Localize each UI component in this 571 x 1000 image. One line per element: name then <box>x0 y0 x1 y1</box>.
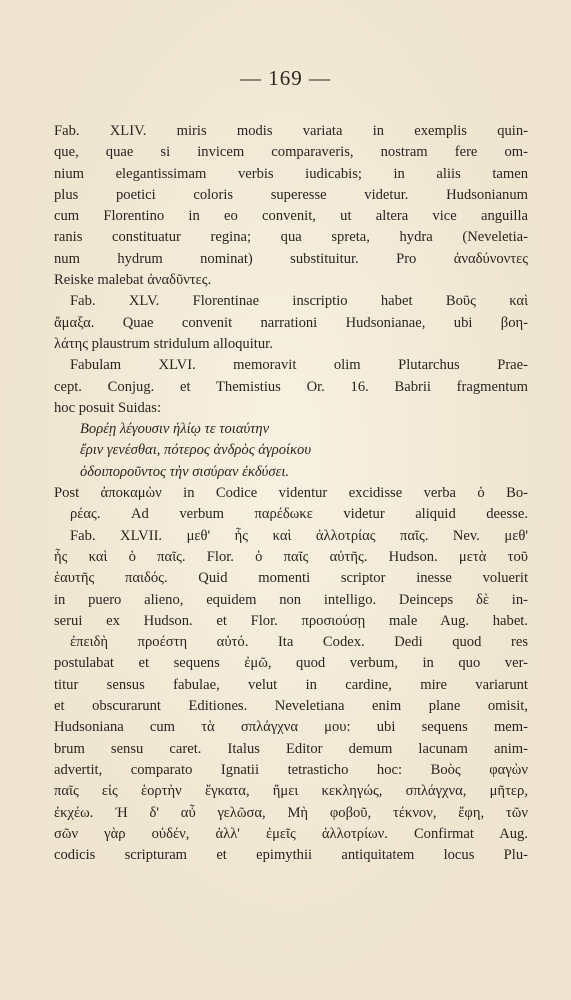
text-line: brum sensu caret. Italus Editor demum lacunam anim- <box>54 740 528 757</box>
text-line: in puero alieno, equidem non intelligo. Deinceps δὲ in- <box>54 591 528 608</box>
text-line: ὁδοιποροῦντος τὴν σισύραν ἐκδύσει. <box>80 463 290 480</box>
text-line: ἔριν γενέσθαι, πότερος ἀνδρὸς ἀγροίκου <box>80 442 312 459</box>
text-line: hoc posuit Suidas: <box>54 399 162 416</box>
text-line: serui ex Hudson. et Flor. προσιούσῃ male Aug. habet. <box>54 612 528 629</box>
text-line: cum Florentino in eo convenit, ut altera vice anguilla <box>54 208 528 225</box>
text-line: nium elegantissimam verbis iudicabis; in aliis tamen <box>54 165 528 182</box>
text-line: Βορέῃ λέγουσιν ἡλίῳ τε τοιαύτην <box>80 421 270 438</box>
text-line: Post ἀποκαμὼν in Codice videntur excidisse verba ὁ Βο- <box>54 485 528 502</box>
text-line: ranis constituatur regina; qua spreta, hydra (Neveletia- <box>54 229 528 246</box>
text-line: Fab. XLVII. μεθ' ἧς καὶ ἀλλοτρίας παῖς. Nev. μεθ' <box>70 527 528 544</box>
text-line: codicis scripturam et epimythii antiquitatem locus Plu- <box>54 847 528 864</box>
text-line: advertit, comparato Ignatii tetrasticho hoc: Βοὸς φαγὼν <box>54 761 528 778</box>
text-line: cept. Conjug. et Themistius Or. 16. Babrii fragmentum <box>54 378 528 395</box>
text-line: Reiske malebat ἀναδῦντες. <box>54 272 212 289</box>
page-number: — 169 — <box>240 66 331 90</box>
text-line: λάτης plaustrum stridulum alloquitur. <box>54 335 273 352</box>
text-line: σῶν γὰρ οὐδέν, ἀλλ' ἐμεῖς ἀλλοτρίων. Confirmat Aug. <box>54 825 528 842</box>
text-line: que, quae si invicem comparaveris, nostram fere om- <box>54 144 528 161</box>
text-line: plus poetici coloris superesse videtur. Hudsonianum <box>54 186 528 203</box>
text-line: Fabulam XLVI. memoravit olim Plutarchus Prae- <box>70 357 528 374</box>
text-line: postulabat et sequens ἐμῶ, quod verbum, in quo ver- <box>54 655 528 672</box>
text-line: Fab. XLV. Florentinae inscriptio habet Βοῦς καὶ <box>70 293 528 310</box>
text-line: ἑαυτῆς παιδός. Quid momenti scriptor inesse voluerit <box>54 570 528 587</box>
body-text <box>54 121 528 866</box>
text-line: παῖς εἰς ἑορτὴν ἔγκατα, ἤμει κεκληγώς, σπλάγχνα, μῆτερ, <box>54 783 528 800</box>
text-line: ἄμαξα. Quae convenit narrationi Hudsonianae, ubi βοη- <box>54 314 528 331</box>
text-line: Fab. XLIV. miris modis variata in exemplis quin- <box>54 123 528 139</box>
text-line: et obscurarunt Editiones. Neveletiana enim plane omisit, <box>54 698 528 715</box>
text-line: ἧς καὶ ὁ παῖς. Flor. ὁ παῖς αὐτῆς. Hudson. μετὰ τοῦ <box>54 548 528 565</box>
text-line: num hydrum nominat) substituitur. Pro ἀναδύνοντες <box>54 250 528 267</box>
text-line: ἐκχέω. Ἡ δ' αὖ γελῶσα, Μὴ φοβοῦ, τέκνον, ἔφη, τῶν <box>54 804 528 821</box>
text-line: ρέας. Ad verbum παρέδωκε videtur aliquid deesse. <box>70 506 528 523</box>
text-line: ἐπειδὴ προέστη αὐτό. Ita Codex. Dedi quod res <box>70 634 528 651</box>
text-line: titur sensus fabulae, velut in cardine, mire variarunt <box>54 676 528 693</box>
text-line: Hudsoniana cum τὰ σπλάγχνα μου: ubi sequens mem- <box>54 719 528 736</box>
